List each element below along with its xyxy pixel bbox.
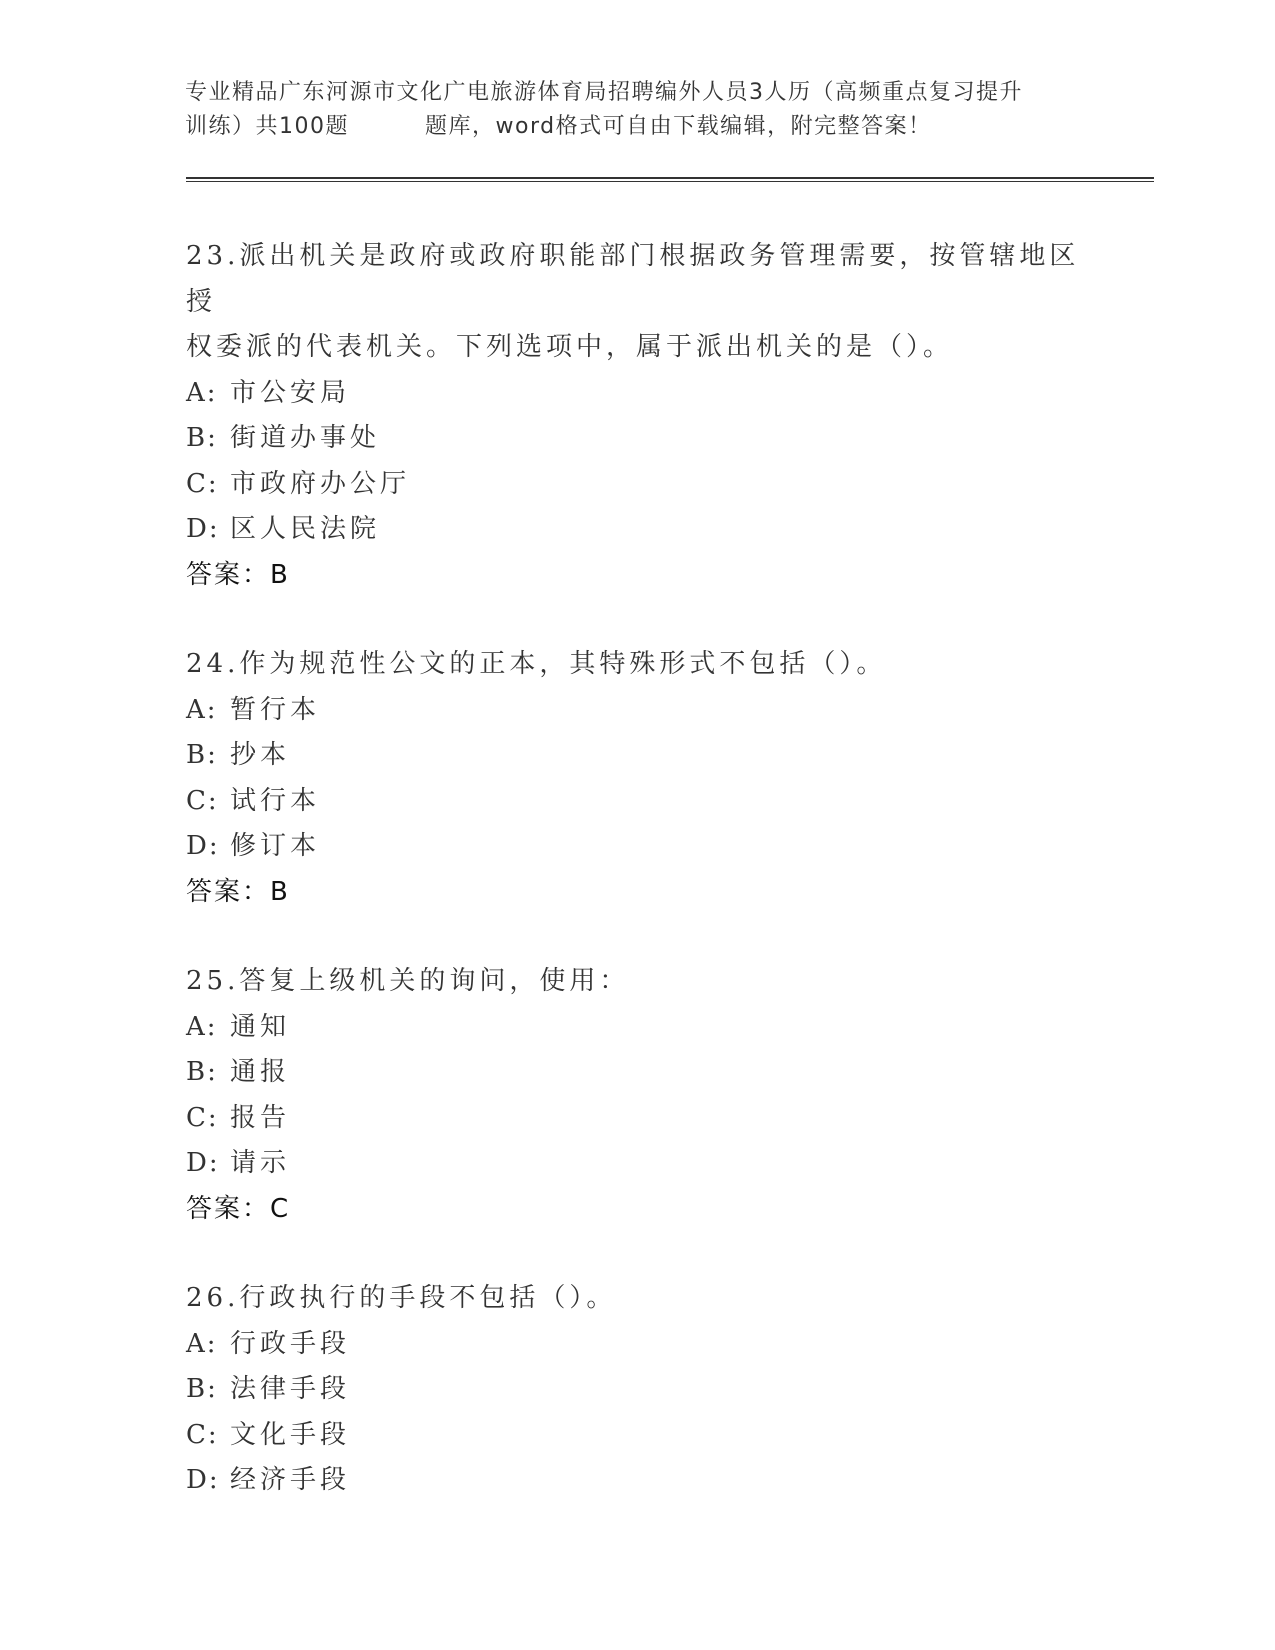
header-divider-thin [186, 181, 1154, 182]
option-b [186, 1367, 1086, 1413]
option-key: B: [186, 1057, 218, 1087]
question-stem-line-2: 权委派的代表机关。下列选项中，属于派出机关的是（）。 [186, 332, 954, 362]
question-stem [186, 234, 1086, 371]
option-b [186, 733, 1086, 779]
option-d [186, 507, 1086, 553]
option-text: 市政府办公厅 [230, 468, 411, 499]
option-text: 请示 [230, 1148, 291, 1178]
option-key: A: [186, 1328, 218, 1359]
option-text: 街道办事处 [230, 423, 381, 453]
question-stem: 25.答复上级机关的询问，使用： [186, 966, 630, 996]
option-key: D: [186, 831, 220, 861]
option-c [186, 462, 1086, 508]
option-c [186, 1413, 1086, 1459]
question-24 [186, 642, 1086, 915]
option-key: A: [186, 377, 218, 408]
question-25 [186, 959, 1086, 1232]
option-key: C: [186, 468, 219, 499]
option-text: 通报 [230, 1057, 291, 1087]
option-text: 抄本 [230, 740, 291, 770]
option-key: C: [186, 1102, 219, 1133]
option-text: 修订本 [230, 831, 321, 861]
option-text: 通知 [230, 1011, 291, 1042]
option-d [186, 1141, 1086, 1187]
option-key: A: [186, 1011, 218, 1042]
option-a [186, 1322, 1086, 1368]
page-header [185, 76, 1085, 144]
option-text: 区人民法院 [230, 514, 381, 544]
option-a [186, 688, 1086, 734]
question-stem-line-1: 23.派出机关是政府或政府职能部门根据政务管理需要，按管辖地区授 [186, 241, 1080, 317]
option-key: C: [186, 785, 219, 816]
option-key: B: [186, 423, 218, 453]
option-key: D: [186, 1465, 220, 1495]
option-text: 试行本 [230, 785, 321, 816]
option-key: B: [186, 1374, 218, 1404]
option-text: 报告 [230, 1102, 291, 1133]
option-key: A: [186, 694, 218, 725]
option-text: 行政手段 [230, 1328, 351, 1359]
question-stem: 26.行政执行的手段不包括（）。 [186, 1283, 617, 1313]
option-c [186, 1096, 1086, 1142]
option-b [186, 1050, 1086, 1096]
question-list [186, 234, 1086, 1548]
option-key: D: [186, 514, 220, 544]
option-key: B: [186, 740, 218, 770]
question-23 [186, 234, 1086, 598]
answer-line: 答案：B [186, 559, 290, 590]
option-text: 市公安局 [230, 377, 351, 408]
header-title-line-2-part-a: 训练）共100题 [185, 114, 349, 139]
option-d [186, 1458, 1086, 1504]
option-a [186, 1005, 1086, 1051]
option-text: 经济手段 [230, 1465, 351, 1495]
header-divider-thick [186, 177, 1154, 179]
option-key: D: [186, 1148, 220, 1178]
question-26 [186, 1276, 1086, 1504]
header-title-line-1: 专业精品广东河源市文化广电旅游体育局招聘编外人员3人历（高频重点复习提升 [185, 80, 1023, 105]
option-text: 法律手段 [230, 1374, 351, 1404]
option-c [186, 779, 1086, 825]
question-stem: 24.作为规范性公文的正本，其特殊形式不包括（）。 [186, 649, 887, 679]
answer-line: 答案：B [186, 876, 290, 907]
answer-line: 答案：C [186, 1193, 291, 1224]
header-title-line-2-part-b: 题库，word格式可自由下载编辑，附完整答案！ [425, 114, 932, 139]
option-a [186, 371, 1086, 417]
option-text: 文化手段 [230, 1419, 351, 1450]
option-d [186, 824, 1086, 870]
option-key: C: [186, 1419, 219, 1450]
header-title-line-2 [185, 110, 1085, 144]
option-text: 暂行本 [230, 694, 321, 725]
option-b [186, 416, 1086, 462]
